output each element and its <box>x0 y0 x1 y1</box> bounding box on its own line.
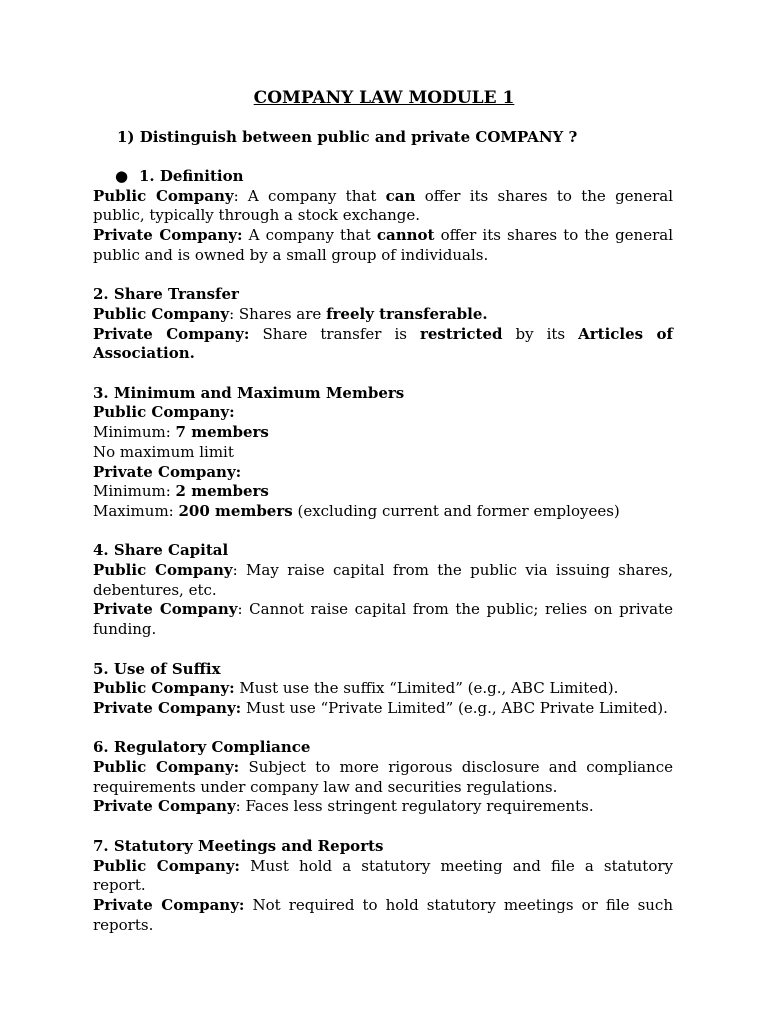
section-2-heading <box>93 285 673 305</box>
text: by its <box>502 324 579 343</box>
private-label: Private Company: <box>93 462 242 481</box>
section-1-heading <box>93 167 673 187</box>
section-3-heading <box>93 384 673 404</box>
emphasis: cannot <box>376 226 435 245</box>
section-5-public <box>93 679 673 699</box>
text: A company that <box>242 226 377 245</box>
section-3-private-label <box>93 463 673 483</box>
section-3-public-minimum <box>93 423 673 443</box>
emphasis: can <box>385 186 416 205</box>
private-label: Private Company: <box>93 324 250 343</box>
text: : May raise capital from the public via issuing shares, debentures, etc. <box>93 561 673 599</box>
emphasis: 200 members <box>178 501 293 520</box>
emphasis: Articles of Association. <box>93 324 673 363</box>
section-5-private <box>93 699 673 719</box>
section-6-title: 6. Regulatory Compliance <box>93 738 311 757</box>
page-title: COMPANY LAW MODULE 1 <box>253 88 515 108</box>
section-1-public <box>93 187 673 226</box>
section-6-public <box>93 758 673 797</box>
public-label: Public Company <box>93 561 233 580</box>
emphasis: 7 members <box>175 423 269 442</box>
section-3-title: 3. Minimum and Maximum Members <box>93 383 405 402</box>
text: : Cannot raise capital from the public; relies on private funding. <box>93 600 673 639</box>
section-3-public-label <box>93 403 673 423</box>
text: Subject to more rigorous disclosure and compliance requirements under company law and securities regulations. <box>93 758 673 796</box>
public-label: Public Company <box>93 186 234 205</box>
emphasis: restricted <box>419 324 503 343</box>
public-label: Public Company: <box>93 679 235 698</box>
section-4-private <box>93 600 673 639</box>
text: Maximum: <box>93 501 179 520</box>
section-6-heading <box>93 738 673 758</box>
section-3-public-maximum: No maximum limit <box>93 442 234 461</box>
section-3-private-minimum <box>93 482 673 502</box>
text: offer its shares to the general public and is owned by a small group of individuals. <box>93 226 673 264</box>
text: Must use the suffix “Limited” (e.g., ABC Limited). <box>234 679 619 698</box>
bullet-icon: ● <box>115 167 129 185</box>
section-2-public <box>93 305 673 325</box>
section-2-title: 2. Share Transfer <box>93 285 239 304</box>
text: Minimum: <box>93 482 176 501</box>
section-4-heading <box>93 541 673 561</box>
section-7-public <box>93 857 673 896</box>
private-label: Private Company: <box>93 226 243 245</box>
text: Must use “Private Limited” (e.g., ABC Private Limited). <box>241 698 668 717</box>
public-label: Public Company: <box>93 758 240 777</box>
text: Minimum: <box>93 423 176 442</box>
section-4-public <box>93 561 673 600</box>
private-label: Private Company: <box>93 895 245 914</box>
private-label: Private Company <box>93 600 238 619</box>
private-label: Private Company: <box>93 698 242 717</box>
answer-body <box>93 167 673 935</box>
text: Share transfer is <box>249 324 420 343</box>
question-heading: 1) Distinguish between public and private COMPANY ? <box>117 128 578 146</box>
text: : A company that <box>233 186 386 205</box>
section-7-private <box>93 896 673 935</box>
section-5-title: 5. Use of Suffix <box>93 659 221 678</box>
text: : Shares are <box>229 304 327 323</box>
section-7-heading <box>93 837 673 857</box>
section-4-title: 4. Share Capital <box>93 541 229 560</box>
text: (excluding current and former employees) <box>292 501 620 520</box>
section-1-title: 1. Definition <box>139 167 244 185</box>
section-3-private-maximum <box>93 502 673 522</box>
section-1-private <box>93 226 673 265</box>
text: Not required to hold statutory meetings or file such reports. <box>93 895 673 934</box>
text: Must hold a statutory meeting and file a statutory report. <box>93 856 673 895</box>
emphasis: 2 members <box>175 482 269 501</box>
section-5-heading <box>93 660 673 680</box>
section-7-title: 7. Statutory Meetings and Reports <box>93 836 384 855</box>
emphasis: freely transferable. <box>326 304 488 323</box>
text: : Faces less stringent regulatory requirements. <box>235 797 594 816</box>
public-label: Public Company <box>93 304 230 323</box>
private-label: Private Company <box>93 797 236 816</box>
text: offer its shares to the general public, typically through a stock exchange. <box>93 186 673 225</box>
section-2-private <box>93 325 673 364</box>
public-label: Public Company: <box>93 403 235 422</box>
section-6-private <box>93 797 673 817</box>
public-label: Public Company: <box>93 856 240 875</box>
